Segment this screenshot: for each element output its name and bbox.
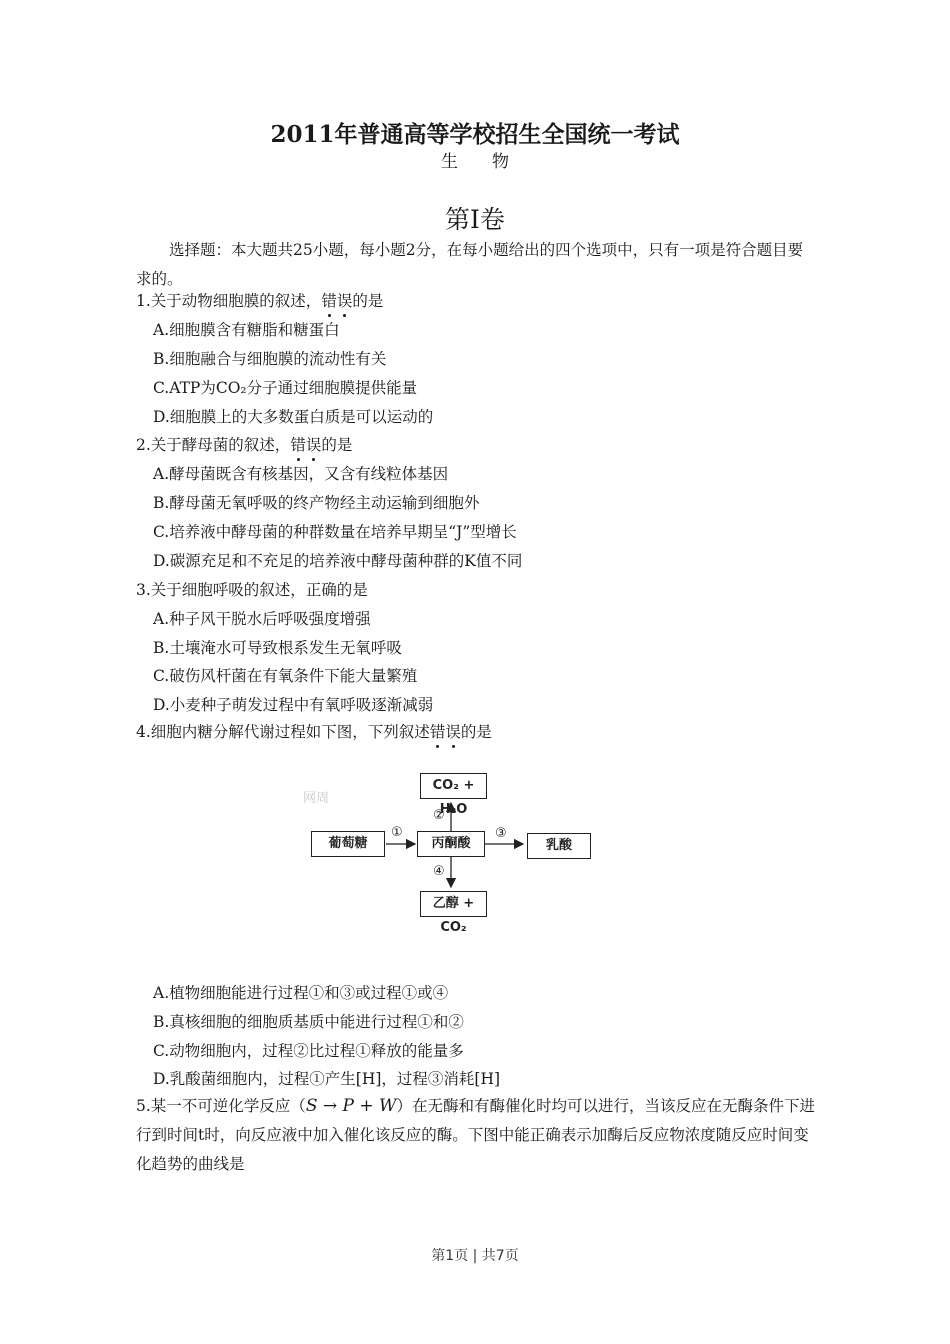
- question-5-stem: [136, 1092, 820, 1179]
- stem-text: 的是: [321, 436, 353, 454]
- co2-h2o-box: CO₂ + H₂O: [420, 773, 487, 799]
- stem-text: 关于细胞呼吸的叙述，正确的是: [150, 581, 368, 599]
- emphasis-char: 错: [429, 723, 446, 741]
- step-4-label: ④: [433, 864, 445, 879]
- question-3-option-c: C.破伤风杆菌在有氧条件下能大量繁殖: [153, 667, 418, 685]
- step-3-label: ③: [495, 826, 507, 841]
- glucose-box: 葡萄糖: [311, 831, 385, 857]
- question-3-option-a: A.种子风干脱水后呼吸强度增强: [153, 610, 371, 628]
- part-title: 第I卷: [445, 205, 505, 234]
- question-4-stem: [136, 722, 492, 742]
- question-2-option-c: C.培养液中酵母菌的种群数量在培养早期呈“J”型增长: [153, 523, 517, 541]
- question-2-stem: [136, 435, 352, 455]
- stem-text: 某一不可逆化学反应（: [150, 1097, 306, 1115]
- stem-text: 的是: [460, 723, 492, 741]
- question-number: 2.: [136, 436, 151, 454]
- lactic-acid-box: 乳酸: [527, 833, 591, 859]
- subject-char: 物: [492, 152, 509, 172]
- question-2-option-b: B.酵母菌无氧呼吸的终产物经主动运输到细胞外: [153, 494, 480, 512]
- question-3-option-d: D.小麦种子萌发过程中有氧呼吸逐渐减弱: [153, 696, 434, 714]
- emphasis-char: 误: [305, 436, 322, 454]
- subject-heading: [0, 147, 950, 172]
- stem-text: 的是: [352, 292, 384, 310]
- question-4-option-c: C.动物细胞内，过程②比过程①释放的能量多: [153, 1042, 464, 1060]
- faint-scan-text: 网周: [303, 791, 330, 806]
- page-footer: 第1页 | 共7页: [431, 1248, 519, 1264]
- question-number: 4.: [136, 723, 151, 741]
- stem-text: 关于酵母菌的叙述，: [150, 436, 291, 454]
- stem-text: 关于动物细胞膜的叙述，: [150, 292, 322, 310]
- pyruvate-box: 丙酮酸: [417, 831, 485, 857]
- question-1-option-d: D.细胞膜上的大多数蛋白质是可以运动的: [153, 408, 434, 426]
- question-number: 1.: [136, 292, 151, 310]
- glucose-metabolism-diagram: [295, 765, 595, 935]
- question-1-stem: [136, 291, 383, 311]
- question-number: 5.: [136, 1097, 151, 1115]
- emphasis-char: 误: [445, 723, 461, 741]
- ethanol-co2-box: 乙醇 + CO₂: [420, 891, 487, 917]
- section-instructions: 选择题：本大题共25小题，每小题2分，在每小题给出的四个选项中，只有一项是符合题目要求的。: [136, 241, 804, 288]
- stem-text: 细胞内糖分解代谢过程如下图，下列叙述: [150, 723, 430, 741]
- question-4-option-a: A.植物细胞能进行过程①和③或过程①或④: [153, 984, 449, 1002]
- exam-title: 2011年普通高等学校招生全国统一考试: [270, 121, 680, 148]
- question-3-option-b: B.土壤淹水可导致根系发生无氧呼吸: [153, 639, 402, 657]
- reaction-equation: S → P + W: [305, 1096, 397, 1116]
- question-1-option-b: B.细胞融合与细胞膜的流动性有关: [153, 350, 387, 368]
- step-1-label: ①: [391, 825, 403, 840]
- question-3-stem: [136, 580, 368, 600]
- question-1-option-a: A.细胞膜含有糖脂和糖蛋白: [153, 321, 340, 339]
- question-1-option-c: C.ATP为CO₂分子通过细胞膜提供能量: [153, 379, 418, 397]
- question-4-option-b: B.真核细胞的细胞质基质中能进行过程①和②: [153, 1013, 464, 1031]
- emphasis-char: 错: [321, 292, 337, 310]
- question-4-option-d: D.乳酸菌细胞内，过程①产生[H]，过程③消耗[H]: [153, 1070, 501, 1088]
- question-number: 3.: [136, 581, 151, 599]
- subject-char: 生: [441, 152, 458, 172]
- stem-text: ）在无酶和有酶催化时均可以进行，当该反应在无酶条件下进行到时间t时，向反应液中加入催化该反应的酶。下图中能正确表示加酶后反应物浓度随反应时间变化趋势的曲线是: [136, 1097, 815, 1173]
- question-2-option-d: D.碳源充足和不充足的培养液中酵母菌种群的K值不同: [153, 552, 523, 570]
- emphasis-char: 误: [336, 292, 353, 310]
- step-2-label: ②: [433, 808, 445, 823]
- emphasis-char: 错: [290, 436, 306, 454]
- question-2-option-a: A.酵母菌既含有核基因，又含有线粒体基因: [153, 465, 449, 483]
